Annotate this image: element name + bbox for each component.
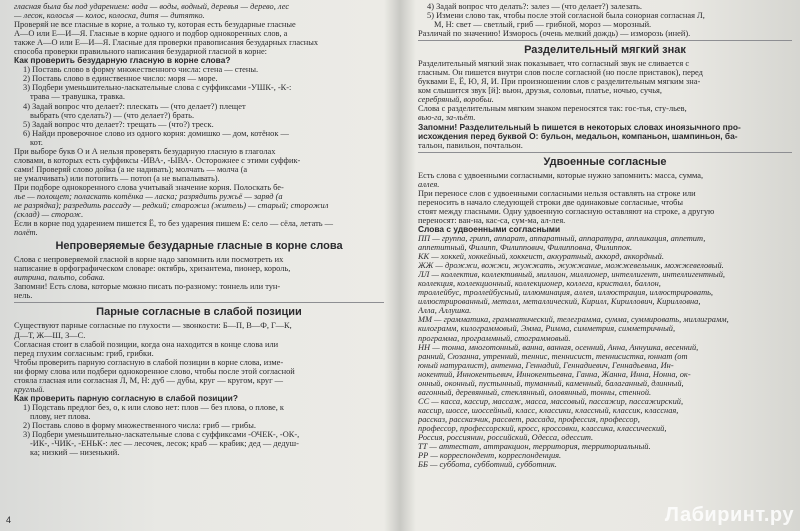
text-line: (склад) — сторож. [14,210,84,220]
text-line: СС — касса, кассир, массаж, масса, массовый, пассажир, пассажирский, [418,396,684,406]
text-line: юный натуралист), антенна, Геннадий, Геннадиевич, Геннадьевна, Ин- [418,360,674,370]
left-page [0,0,392,531]
text-line: 1) Поставь слово в форму множественного числа: стена — стены. [23,65,259,75]
text-line: рассказ, рассказчик, рассвет, рассада, профессия, профессор, [418,414,640,424]
text-line: Россия, россиянин, российский, Одесса, одессит. [418,433,594,443]
text-line: ЖЖ — дрожжи, вожжи, жужжать, жужжание, можжевельник, можжевеловый. [418,261,724,271]
text-line: программа, программный, стограммовый. [418,333,571,343]
text-line: не умалчивать) или потопить — потоп (а не выпалывать). [14,173,220,183]
text-line: полёт. [14,228,38,238]
text-line: Запомни! Есть слова, которые можно писать по-разному: тоннель или тун- [14,282,281,292]
text-line: При выборе букв О и А нельзя проверять безударную гласную в глаголах [14,146,276,156]
text-line: ком слышится звук [й]: вьюн, друзья, соловьи, платье, ночью, сучья, [418,86,662,96]
text-line: КК — хоккей, хоккейный, хоккеист, аккуратный, аккорд, аккордный. [418,252,664,262]
text-line: трава — травушка, травка. [30,92,125,102]
text-line: Как проверить безударную гласную в корне слова? [14,56,231,66]
text-line: 4) Задай вопрос что делать?: залез — (что делает?) залезать. [427,2,642,11]
text-line: Слова с непроверяемой гласной в корне надо запомнить или посмотреть их [14,255,284,265]
text-line: переносить в начало следующей строки две одинаковые согласные, чтобы [418,197,684,207]
divider [418,152,792,153]
text-line: 1) Подставь предлог без, о, к или слово нет: плов — без плова, о плове, к [23,402,284,412]
text-line: нокентий, Иннокентьевич, Иннокентьевна, Ганна, Жанна, Инна, Нонна, ок- [418,369,691,379]
text-line: Есть слова с удвоенными согласными, которые нужно запомнить: масса, сумма, [418,170,704,180]
text-line: круглый. [14,384,45,394]
text-line: иллюстрированный, металл, металлический, Кирилл, Кириллович, Кирилловна, [418,297,701,307]
text-line: вью-га, за-льёт. [418,113,476,123]
text-line: ка; низкий — низенький. [30,448,120,458]
text-line: нель. [14,291,33,301]
section-heading: Разделительный мягкий знак [524,44,686,57]
text-line: НН — тонна, многотонный, ванна, ванная, осенний, Анна, Аннушка, весенний, [418,342,699,352]
text-line: аппетитный, Филипп, Филиппович, Филипповна, Филиппок. [418,243,633,253]
text-line: 2) Поставь слово в единственное число: моря — море. [23,74,218,84]
text-line: кот. [30,137,43,147]
text-line: Разделительный мягкий знак показывает, что согласный звук не сливается с [418,59,690,69]
text-line: гласным. Он пишется внутри слов после согласной (но после приставок), перед [418,68,703,78]
text-line: исхождения перед буквой О: бульон, медальон, компаньон, шампиньон, ба- [418,131,738,141]
text-line: Если в корне под ударением пишется Ё, то без ударения пишем Е: село — сёла, летать — [14,219,334,229]
text-line: аллея. [418,179,440,189]
text-line: выбрать (что сделать?) — (что делает?) брать. [30,110,195,120]
text-line: Чтобы проверить парную согласную в слабой позиции в корне слова, изме- [14,357,284,367]
section-heading: Удвоенные согласные [543,155,667,168]
text-line: Проверяй не все гласные в корне, а только ту, которая есть безударные гласные [14,20,296,30]
text-line: способа проверки правильного написания безударной гласной в корне: [14,47,268,57]
text-line: 5) Измени слово так, чтобы после этой согласной была сонорная согласная Л, [427,11,705,21]
text-line: 4) Задай вопрос что делает?: плескать — (что делает?) плещет [23,101,246,111]
text-line: написание в орфографическом словаре: октябрь, хризантема, пионер, король, [14,264,291,274]
text-line: не разрядка); разредить рассаду — редкий; старожил (житель) — старый; сторожил [14,201,329,211]
text-line: также А—О или Е—И—Я. Гласные для проверки правописания безударных гласных [14,38,319,48]
text-line: ни форму слова или подбери однокоренное слово, чтобы после этой согласной [14,366,295,376]
text-line: Существуют парные согласные по глухости — звонкости: Б—П, В—Ф, Г—К, [14,321,292,331]
text-line: кассир, шоссе, шоссейный, класс, классики, классный, классик, классная, [418,405,679,415]
text-line: 5) Задай вопрос что делает?: трещать — (что?) треск. [23,119,214,129]
text-line: А—О или Е—И—Я. Гласные в корне одного и подбор однокоренных слов, а [14,29,288,39]
text-line: Слова с разделительным мягким знаком переносятся так: гос-тья, сту-льев, [418,104,687,114]
watermark: Лабиринт.ру [664,504,794,526]
text-line: Д—Т, Ж—Ш, З—С. [14,330,86,340]
text-line: плову, нет плова. [30,411,91,421]
left-page-text [14,2,384,457]
right-page [404,0,800,531]
text-line: стояла гласная или согласная Л, М, Н: дуб — дубы, круг — кругом, круг — [14,375,284,385]
text-line: -ИК-, -ЧИК-, -ЕНЬК-: лес — лесочек, лесок; краб — крабик; дед — дедуш- [30,439,299,449]
page-number: 4 [6,515,12,525]
text-line: М, Н: свет — светлый, гриб — грибной, мороз — морозный. [434,20,652,30]
divider [14,302,384,303]
text-line: ББ — суббота, субботний, субботник. [418,460,557,470]
text-line: Согласная стоит в слабой позиции, когда она находится в конце слова или [14,339,279,349]
text-line: ЛЛ — коллектив, коллективный, миллион, миллионер, интеллигент, интеллигентный, [418,270,726,280]
text-line: словами, в которых есть суффиксы -ИВА-, -ЫВА-. Осторожнее с этими суффик- [14,155,301,165]
text-line: При подборе однокоренного слова учитывай значение корня. Полоскать бе- [14,182,284,192]
text-line: троллейбус, троллейбусный, иллюминация, аллея, иллюстрация, иллюстрировать, [418,288,714,298]
text-line: витрина, пальто, собака. [14,273,105,283]
text-line: вагонный, деревянный, стеклянный, оловянный, тонны, стенной. [418,387,652,397]
text-line: килограмм, килограммовый, Эмма, Римма, симметрия, симметричный, [418,324,676,334]
text-line: Запомни! Разделительный Ь пишется в некоторых словах иноязычного про- [418,122,741,132]
text-line: ТТ — аттестат, аттракцион, территория, территориальный. [418,442,651,452]
text-line: ранний, Сюзанна, утренний, теннис, теннисист, теннисистка, юннат (от [418,351,688,361]
text-line: 3) Подбери уменьшительно-ласкательные слова с суффиксами -ОЧЕК-, -ОК-, [23,430,300,440]
divider [418,40,792,41]
text-line: 6) Найди проверочное слово из одного корня: домишко — дом, котёнок — [23,128,289,138]
text-line: РР — корреспондент, корреспонденция. [418,451,562,461]
text-line: ММ — грамматика, грамматический, телеграмма, сумма, суммировать, миллиграмм, [418,315,729,325]
text-line: сами! Проверяй слово дойка (а не надивать); молчать — молча (а [14,164,248,174]
text-line: переносят: ван-на, кас-са, сум-ма, ал-лея. [418,215,566,225]
text-line: Различай по значению! Изморось (очень мелкий дождь) — изморозь (иней). [418,29,691,39]
text-line: серебряный, воробьи. [418,95,494,105]
section-heading: Непроверяемые безударные гласные в корне слова [55,240,343,253]
text-line: Алла, Аллушка. [418,306,472,316]
text-line: профессор, профессорский, кросс, кроссовки, классика, классический, [418,423,667,433]
text-line: Как проверить парную согласную в слабой позиции? [14,393,238,403]
text-line: 2) Поставь слово в форму множественного числа: гриб — грибы. [23,420,256,430]
text-line: коллекция, коллекционный, коллекционер, коллега, кристалл, баллон, [418,279,661,289]
text-line: буквами Е, Ё, Ю, Я, И. При произношении слов с разделительным мягким зна- [418,77,701,87]
text-line: онный, оконный, пустынный, туманный, каменный, балаганный, длинный, [418,378,684,388]
text-line: Слова с удвоенными согласными [418,224,561,234]
section-heading: Парные согласные в слабой позиции [96,306,302,319]
right-page-text [418,2,792,469]
text-line: ПП — группа, грипп, аппарат, аппаратный, аппаратура, аппликация, аппетит, [418,233,706,243]
text-line: гласная была бы под ударением: вода — воды, водный, деревья — дерево, лес [14,2,290,11]
text-line: При переносе слов с удвоенными согласными нельзя оставлять на строке или [418,188,696,198]
text-line: 3) Подбери уменьшительно-ласкательные слова с суффиксами -УШК-, -К-: [23,83,292,93]
text-line: перед глухим согласным: гриб, грибки. [14,348,154,358]
text-line: стоят между гласными. Одну удвоенную согласную оставляют на строке, а другую [418,206,715,216]
text-line: — лесок, колосья — колос, колоска, дитя — дитятко. [14,11,205,21]
text-line: лье — полощет; поласкать котёнка — ласка; разрядить ружьё — заряд (а [14,191,283,201]
text-line: тальон, павильон, почтальон. [418,140,523,150]
